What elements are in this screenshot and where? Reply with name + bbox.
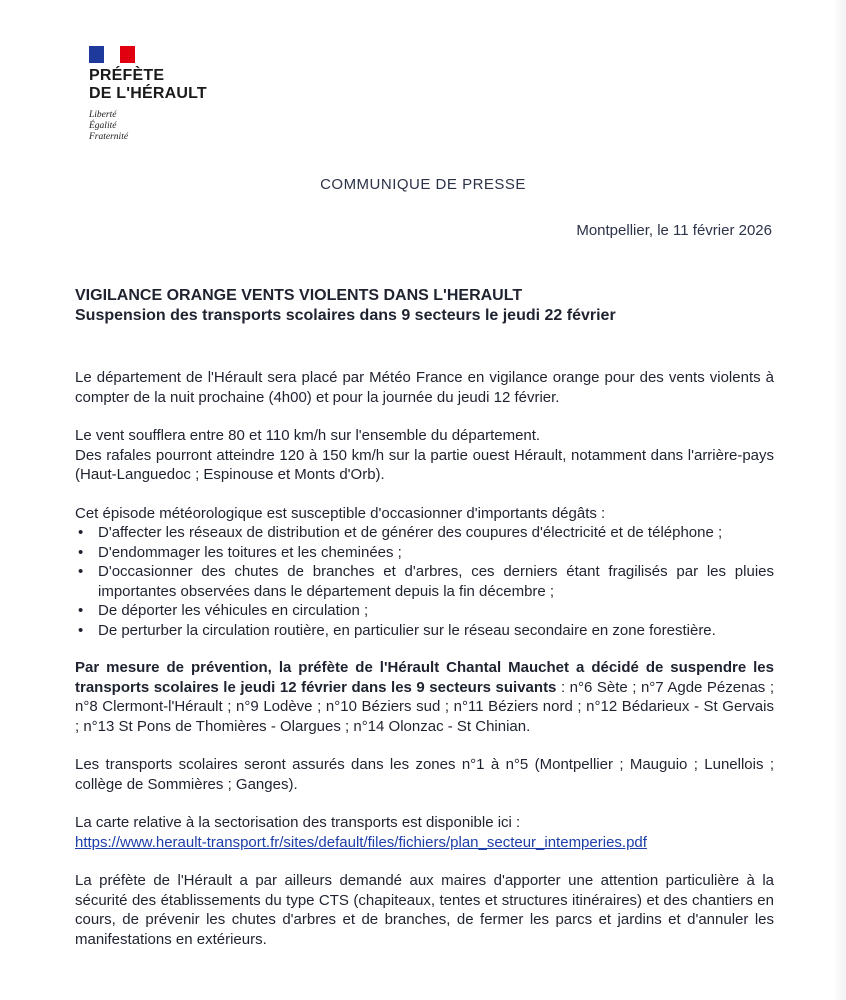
motto-liberte: Liberté — [89, 110, 117, 120]
list-item — [75, 562, 774, 601]
list-item-text: D'occasionner des chutes de branches et d'arbres, ces derniers étant fragilisés par les pluies importantes observées dans le département depuis la fin décembre ; — [98, 563, 774, 600]
document-type-title: COMMUNIQUE DE PRESSE — [320, 176, 526, 193]
flag-blue-stripe — [89, 46, 104, 63]
paragraph-mayors: La préfète de l'Hérault a par ailleurs demandé aux maires d'apporter une attention particulière à la sécurité des établissements du type CTS (chapiteaux, tentes et structures itinéraires) et des chantiers en cours, de prévenir les chutes d'arbres et de branches, de fermer les parcs et jardins et d'annuler les manifestations en extérieurs. — [75, 872, 774, 948]
date-line: Montpellier, le 11 février 2026 — [576, 222, 772, 239]
republic-motto — [89, 110, 309, 143]
bullet-icon: • — [78, 563, 84, 580]
org-name — [89, 67, 309, 103]
bullet-icon: • — [78, 621, 84, 639]
flag-white-stripe — [104, 46, 120, 63]
bullet-icon: • — [78, 524, 84, 541]
org-name-line1: PRÉFÈTE — [89, 67, 165, 84]
body-content — [75, 368, 774, 949]
paragraph-wind-speed-2: Des rafales pourront atteindre 120 à 150 km/h sur la partie ouest Hérault, notamment dans l'arrière-pays (Haut-Languedoc ; Espinouse et Monts d'Orb). — [75, 446, 774, 483]
headline-block — [75, 286, 775, 326]
paragraph-suspension — [75, 658, 774, 736]
list-item — [75, 543, 774, 563]
list-item — [75, 601, 774, 621]
flag-red-stripe — [120, 46, 135, 63]
subheadline: Suspension des transports scolaires dans 9 secteurs le jeudi 22 février — [75, 307, 616, 324]
paragraph-map-intro: La carte relative à la sectorisation des transports est disponible ici : — [75, 814, 521, 831]
paragraph-wind-speed-1: Le vent soufflera entre 80 et 110 km/h sur l'ensemble du département. — [75, 427, 541, 444]
list-item — [75, 621, 774, 641]
suspension-bold-text: Par mesure de prévention, la préfète de l'Hérault Chantal Mauchet a décidé de suspendre les transports scolaires le jeudi 12 février dans les 9 secteurs suivants — [75, 659, 774, 696]
org-name-line2: DE L'HÉRAULT — [89, 85, 207, 102]
marianne-flag-icon — [89, 46, 135, 63]
list-item-text: D'endommager les toitures et les cheminées ; — [98, 543, 402, 561]
headline: VIGILANCE ORANGE VENTS VIOLENTS DANS L'HERAULT — [75, 287, 523, 304]
bullet-icon: • — [78, 543, 84, 561]
paragraph-map-link — [75, 833, 774, 853]
motto-fraternite: Fraternité — [89, 132, 129, 142]
paragraph-vigilance: Le département de l'Hérault sera placé par Météo France en vigilance orange pour des vents violents à compter de la nuit prochaine (4h00) et pour la journée du jeudi 12 février. — [75, 369, 774, 406]
sector-map-link[interactable]: https://www.herault-transport.fr/sites/default/files/fichiers/plan_secteur_intemperies.pdf — [75, 833, 647, 851]
damage-list — [75, 523, 774, 640]
page-edge-shadow — [832, 0, 846, 1000]
list-item — [75, 523, 774, 543]
bullet-icon: • — [78, 602, 84, 619]
list-item-text: D'affecter les réseaux de distribution et de générer des coupures d'électricité et de téléphone ; — [98, 524, 723, 541]
list-item-text: De perturber la circulation routière, en particulier sur le réseau secondaire en zone forestière. — [98, 621, 716, 639]
prefecture-header — [89, 46, 309, 143]
motto-egalite: Égalité — [89, 121, 117, 131]
paragraph-damage-intro: Cet épisode météorologique est susceptible d'occasionner d'importants dégâts : — [75, 504, 606, 522]
suspension-sectors-text: : n°6 Sète ; n°7 Agde Pézenas ; n°8 Clermont-l'Hérault ; n°9 Lodève ; n°10 Béziers sud ; n°11 Béziers nord ; n°12 Bédarieux - St Gervais ; n°13 St Pons de Thomières - Olargues ; n°14 Olonzac - St Chinian. — [75, 678, 774, 735]
paragraph-assured-zones: Les transports scolaires seront assurés dans les zones n°1 à n°5 (Montpellier ; Mauguio ; Lunellois ; collège de Sommières ; Ganges). — [75, 756, 774, 793]
list-item-text: De déporter les véhicules en circulation ; — [98, 602, 369, 619]
